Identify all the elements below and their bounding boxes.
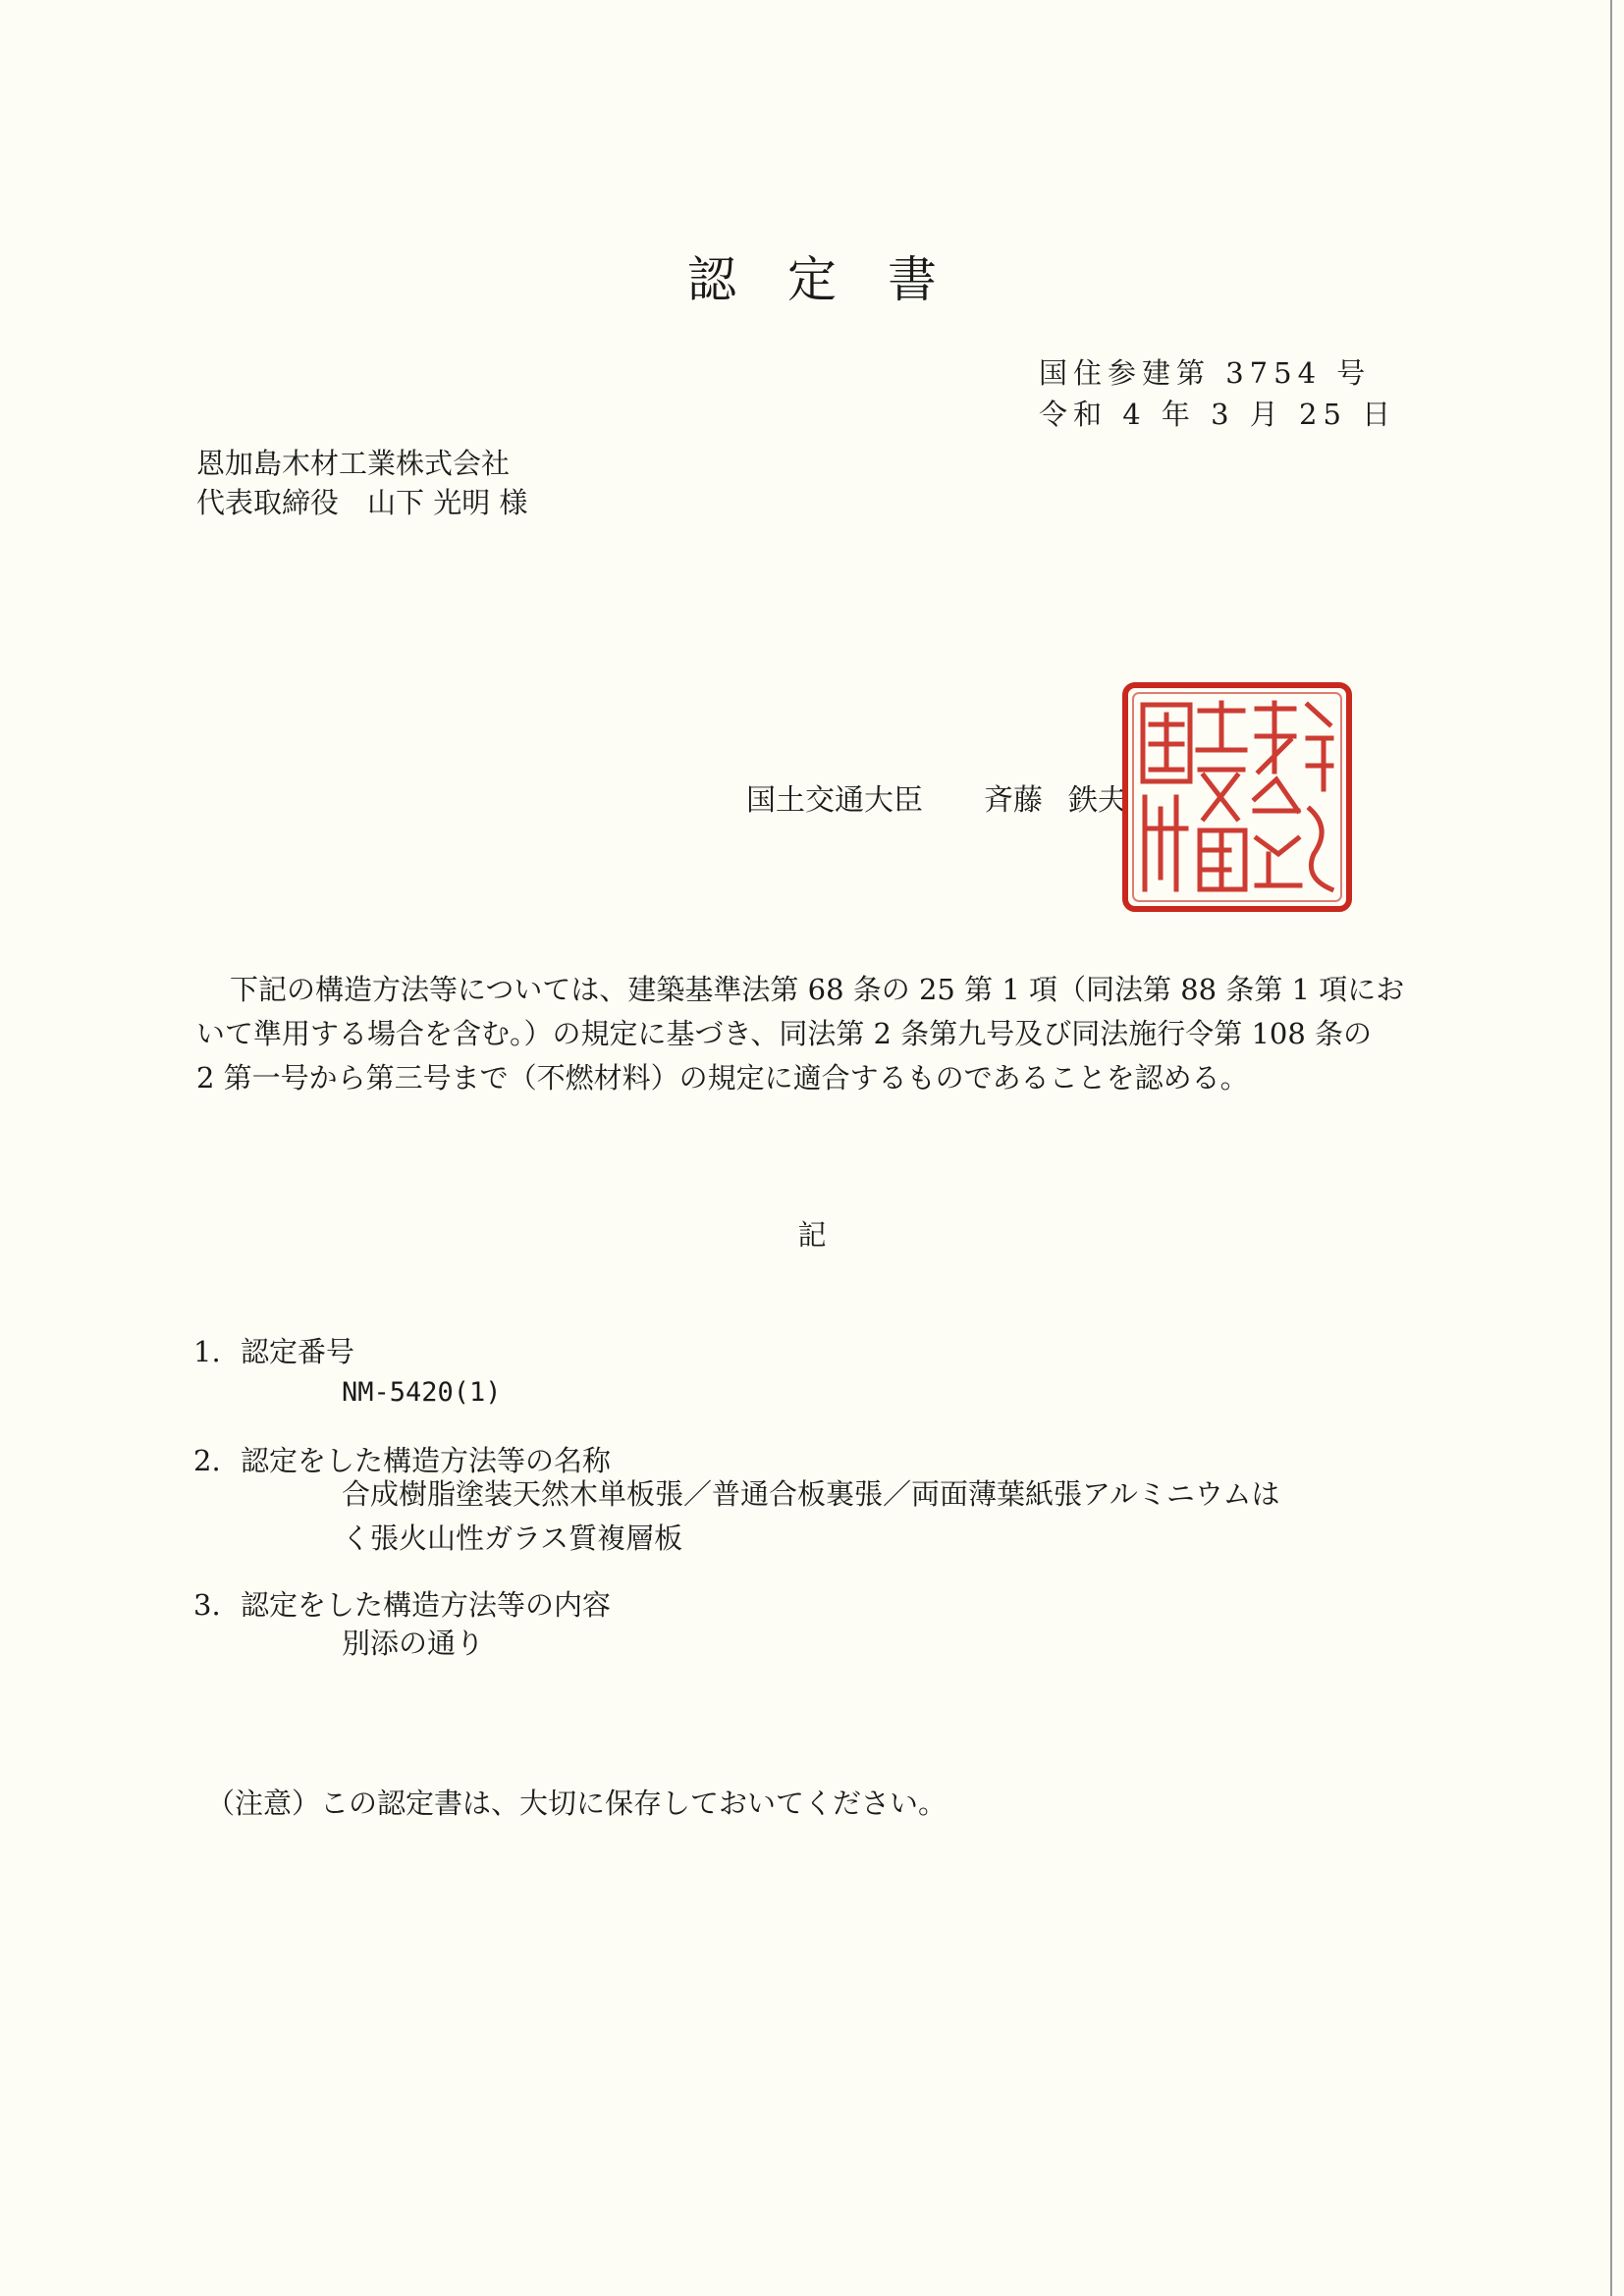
issuer-title: 国土交通大臣 — [746, 783, 923, 818]
official-seal — [1121, 681, 1353, 913]
item-1-number: 1. — [193, 1335, 221, 1368]
item-3-value: 別添の通り — [342, 1627, 485, 1660]
statement-line-1: 下記の構造方法等については、建築基準法第 68 条の 25 第 1 項（同法第 88 条第 1 項にお — [230, 973, 1405, 1006]
item-3-number: 3. — [193, 1588, 221, 1622]
ki-heading: 記 — [797, 1218, 827, 1252]
item-1-heading — [193, 1330, 354, 1370]
item-1-value: NM-5420(1) — [342, 1377, 502, 1408]
item-3-heading — [193, 1583, 611, 1624]
issuer-given-name: 鉄夫 — [1068, 783, 1127, 818]
certification-statement — [196, 968, 1424, 1100]
item-1-label: 認定番号 — [241, 1335, 355, 1368]
page-edge-line — [1610, 0, 1612, 2296]
issue-date: 令和 4 年 3 月 25 日 — [1039, 398, 1397, 431]
recipient-company: 恩加島木材工業株式会社 — [196, 447, 511, 480]
item-2-number: 2. — [193, 1444, 221, 1477]
item-2-value-line-1: 合成樹脂塗装天然木単板張／普通合板裏張／両面薄葉紙張アルミニウムは — [342, 1477, 1280, 1511]
item-3-label: 認定をした構造方法等の内容 — [241, 1588, 612, 1622]
statement-line-3: 2 第一号から第三号まで（不燃材料）の規定に適合するものであることを認める。 — [196, 1061, 1249, 1095]
preservation-note: （注意）この認定書は、大切に保存しておいてください。 — [206, 1787, 947, 1820]
document-title: 認定書 — [687, 251, 988, 308]
issuer-line — [746, 775, 1127, 819]
item-2-value-line-2: く張火山性ガラス質複層板 — [342, 1522, 683, 1555]
issuer-surname: 斉藤 — [984, 783, 1043, 818]
document-number: 国住参建第 3754 号 — [1039, 356, 1372, 390]
recipient-representative: 代表取締役 山下 光明 様 — [196, 486, 528, 519]
statement-line-2: いて準用する場合を含む。）の規定に基づき、同法第 2 条第九号及び同法施行令第 108 条の — [196, 1017, 1373, 1050]
item-2-label: 認定をした構造方法等の名称 — [241, 1444, 612, 1477]
